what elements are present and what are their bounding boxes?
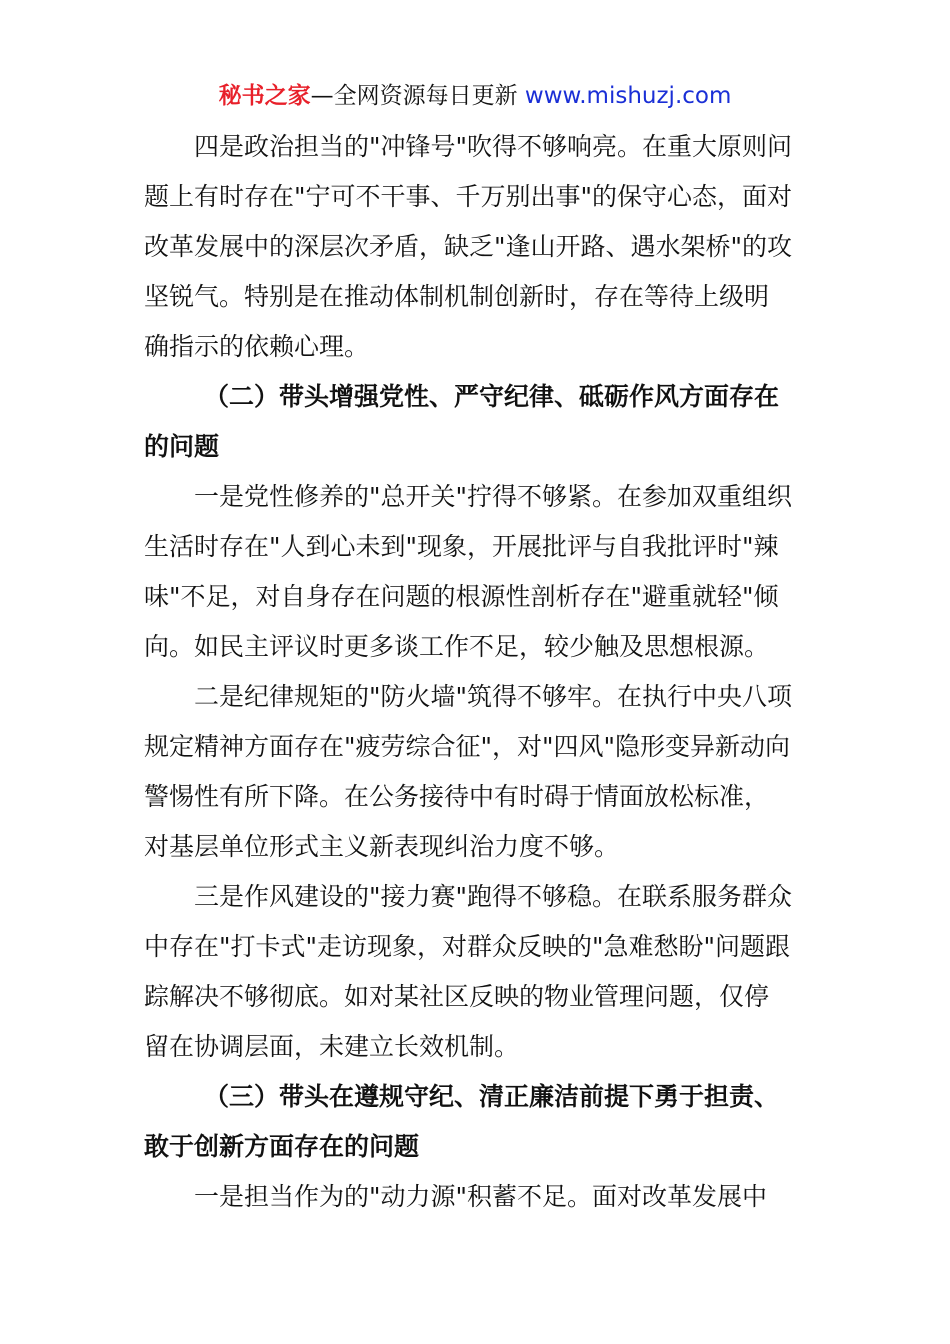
text-line: 确指示的依赖心理。 — [144, 332, 370, 361]
text-line: 题上有时存在"宁可不干事、千万别出事"的保守心态，面对 — [144, 182, 793, 211]
heading-line: （三）带头在遵规守纪、清正廉洁前提下勇于担责、 — [204, 1082, 780, 1111]
text-line: 一是党性修养的"总开关"拧得不够紧。在参加双重组织 — [194, 482, 793, 511]
text-line: 味"不足，对自身存在问题的根源性剖析存在"避重就轻"倾 — [144, 582, 779, 611]
text-line: 一是担当作为的"动力源"积蓄不足。面对改革发展中 — [194, 1182, 768, 1211]
text-line: 四是政治担当的"冲锋号"吹得不够响亮。在重大原则问 — [194, 132, 793, 161]
document-body — [144, 122, 808, 1222]
paragraph-party-spirit — [144, 472, 808, 672]
text-line: 警惕性有所下降。在公务接待中有时碍于情面放松标准， — [144, 782, 770, 811]
heading-line: 的问题 — [144, 432, 220, 461]
section-heading-3 — [144, 1072, 808, 1172]
text-line: 对基层单位形式主义新表现纠治力度不够。 — [144, 832, 620, 861]
text-line: 规定精神方面存在"疲劳综合征"，对"四风"隐形变异新动向 — [144, 732, 790, 761]
text-line: 二是纪律规矩的"防火墙"筑得不够牢。在执行中央八项 — [194, 682, 793, 711]
text-line: 坚锐气。特别是在推动体制机制创新时，存在等待上级明 — [144, 282, 770, 311]
text-line: 向。如民主评议时更多谈工作不足，较少触及思想根源。 — [144, 632, 770, 661]
text-line: 改革发展中的深层次矛盾，缺乏"逢山开路、遇水架桥"的攻 — [144, 232, 793, 261]
heading-line: 敢于创新方面存在的问题 — [144, 1132, 420, 1161]
page-header — [0, 78, 950, 114]
text-line: 中存在"打卡式"走访现象，对群众反映的"急难愁盼"问题跟 — [144, 932, 790, 961]
text-line: 踪解决不够彻底。如对某社区反映的物业管理问题，仅停 — [144, 982, 770, 1011]
section-heading-2 — [144, 372, 808, 472]
text-line: 留在协调层面，未建立长效机制。 — [144, 1032, 520, 1061]
text-line: 三是作风建设的"接力赛"跑得不够稳。在联系服务群众 — [194, 882, 793, 911]
text-line: 生活时存在"人到心未到"现象，开展批评与自我批评时"辣 — [144, 532, 779, 561]
paragraph-political-responsibility — [144, 122, 808, 372]
paragraph-responsibility — [144, 1172, 808, 1222]
header-tagline: —全网资源每日更新 — [310, 83, 525, 109]
header-site-url[interactable]: www.mishuzj.com — [524, 83, 732, 109]
header-brand: 秘书之家 — [218, 83, 311, 109]
paragraph-discipline — [144, 672, 808, 872]
paragraph-work-style — [144, 872, 808, 1072]
heading-line: （二）带头增强党性、严守纪律、砥砺作风方面存在 — [204, 382, 780, 411]
